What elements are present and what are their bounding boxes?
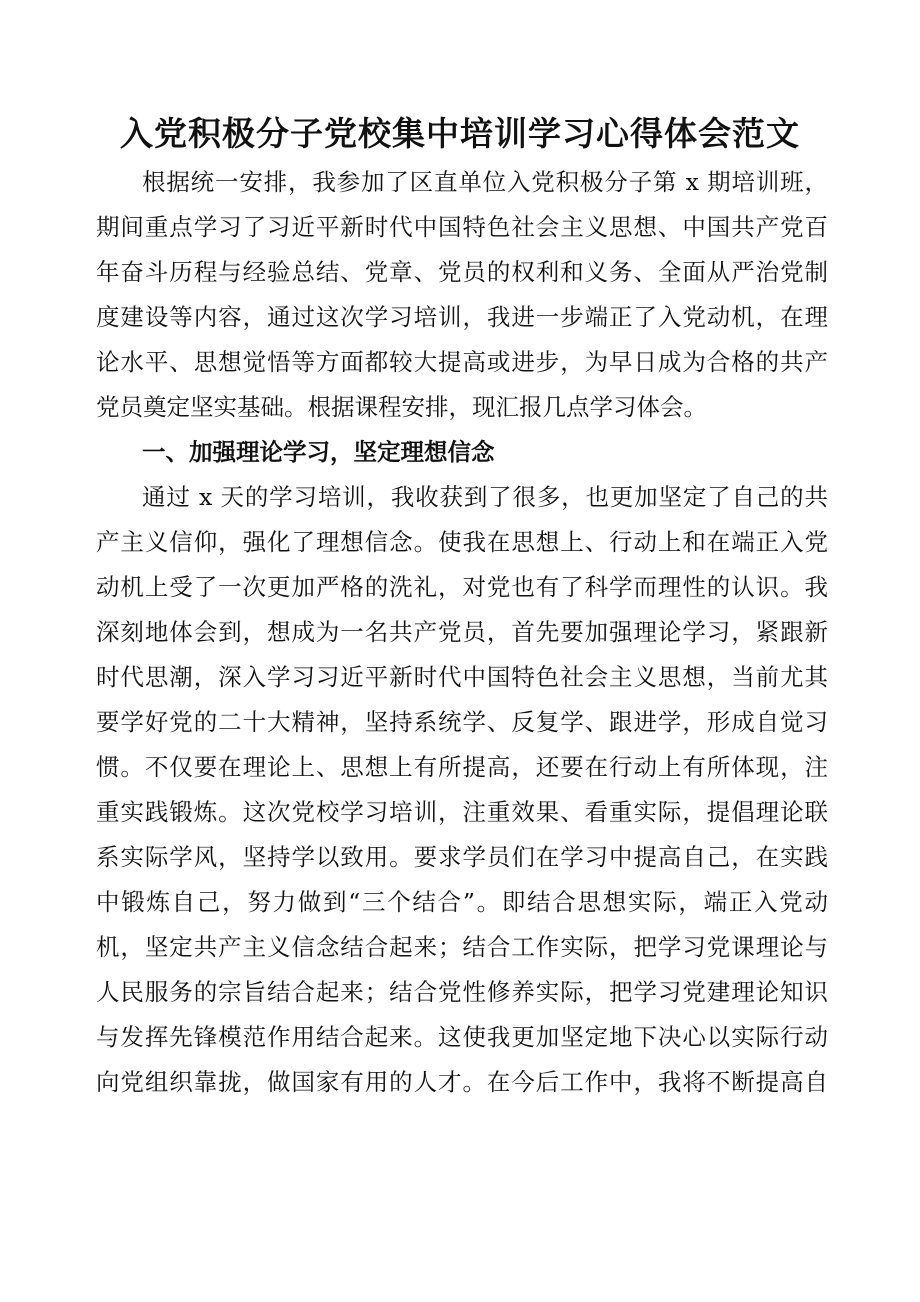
text-line: 中锻炼自己，努力做到“三个结合”。即结合思想实际，端正入党动 [96, 888, 828, 916]
text-line: 论水平、思想觉悟等方面都较大提高或进步，为早日成为合格的共产 [96, 348, 828, 376]
text-line: 与发挥先锋模范作用结合起来。这使我更加坚定地下决心以实际行动 [96, 1023, 828, 1051]
text-line: 党员奠定坚实基础。根据课程安排，现汇报几点学习体会。 [96, 393, 707, 421]
text-line: 向党组织靠拢，做国家有用的人才。在今后工作中，我将不断提高自 [96, 1068, 828, 1096]
text-line: 机，坚定共产主义信念结合起来；结合工作实际，把学习党课理论与 [96, 933, 828, 961]
text-line: 系实际学风，坚持学以致用。要求学员们在学习中提高自己，在实践 [96, 843, 828, 871]
document-body [96, 160, 828, 1105]
text-line: 深刻地体会到，想成为一名共产党员，首先要加强理论学习，紧跟新 [96, 618, 828, 646]
text-line: 年奋斗历程与经验总结、党章、党员的权利和义务、全面从严治党制 [96, 258, 828, 286]
text-line: 动机上受了一次更加严格的洗礼，对党也有了科学而理性的认识。我 [96, 573, 828, 601]
text-line: 通过 x 天的学习培训，我收获到了很多，也更加坚定了自己的共 [142, 483, 828, 511]
text-line: 产主义信仰，强化了理想信念。使我在思想上、行动上和在端正入党 [96, 528, 828, 556]
text-line: 根据统一安排，我参加了区直单位入党积极分子第 x 期培训班， [142, 168, 828, 196]
section-heading: 一、加强理论学习，坚定理想信念 [142, 438, 495, 466]
text-line: 时代思潮，深入学习习近平新时代中国特色社会主义思想，当前尤其 [96, 663, 828, 691]
text-line: 惯。不仅要在理论上、思想上有所提高，还要在行动上有所体现，注 [96, 753, 828, 781]
text-line: 期间重点学习了习近平新时代中国特色社会主义思想、中国共产党百 [96, 213, 828, 241]
text-line: 要学好党的二十大精神，坚持系统学、反复学、跟进学，形成自觉习 [96, 708, 828, 736]
document-title: 入党积极分子党校集中培训学习心得体会范文 [120, 114, 800, 153]
text-line: 重实践锻炼。这次党校学习培训，注重效果、看重实际，提倡理论联 [96, 798, 828, 826]
paragraph-intro [96, 160, 828, 430]
text-line: 度建设等内容，通过这次学习培训，我进一步端正了入党动机，在理 [96, 303, 828, 331]
paragraph-section1 [96, 475, 828, 1105]
text-line: 人民服务的宗旨结合起来；结合党性修养实际，把学习党建理论知识 [96, 978, 828, 1006]
